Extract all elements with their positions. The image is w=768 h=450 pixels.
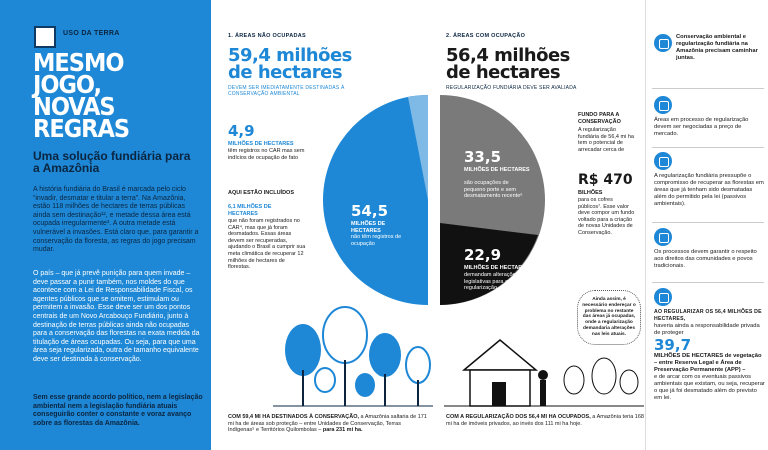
principle-head: AO REGULARIZAR OS 56,4 MILHÕES DE HECTARES, <box>654 309 762 322</box>
principle-text: Áreas em processo de regularização devem ser negociadas a preço de mercado. <box>654 117 749 137</box>
stat-text: têm registros no CAR mas sem indícios de ocupação de fato <box>228 148 305 161</box>
principle-item <box>654 34 766 62</box>
stat-label: MILHÕES DE HECTARES <box>464 167 530 173</box>
stat-label: MILHÕES DE HECTARES <box>228 141 294 147</box>
fund-value: R$ 470 <box>578 172 633 188</box>
stat-number: 22,9 <box>464 246 502 264</box>
community-icon <box>654 228 672 246</box>
footer-bold: COM 59,4 MI HA DESTINADOS À CONSERVAÇÃO, <box>228 414 359 420</box>
big-figure-caption: DEVEM SER IMEDIATAMENTE DESTINADAS À CONSERVAÇÃO AMBIENTAL <box>228 85 345 97</box>
included-text: que não foram registrados no CAR⁴, mas que já foram desmatados. Essas áreas devem ser recuperadas, ajudando o Brasil a cumprir sua meta climática de recuperar 12 milhões de hectares de florestas. <box>228 218 306 271</box>
land-icon <box>654 288 672 306</box>
big-figure-line: 56,4 milhões <box>446 45 570 66</box>
stat-label: MILHÕES DE HECTARES <box>464 265 530 271</box>
left-panel <box>0 0 211 450</box>
footer-text: a Amazônia teria 168 mi ha de imóveis privados, ao invés dos 111 mi ha hoje. <box>446 414 644 427</box>
principle-text: A regularização fundiária pressupõe o compromisso de recuperar as florestas em áreas que já tenham sido desmatadas além do permitido pela lei (passivos ambientais). <box>654 173 764 207</box>
principle-item <box>654 228 766 270</box>
divider <box>652 282 764 283</box>
big-figure-line: 59,4 milhões <box>228 45 352 66</box>
included-label: AQUI ESTÃO INCLUÍDOS <box>228 190 295 196</box>
stat-label: MILHÕES DE HECTARES <box>351 221 386 234</box>
big-figure-caption: REGULARIZAÇÃO FUNDIÁRIA DEVE SER AVALIADA <box>446 85 577 91</box>
section-kicker: USO DA TERRA <box>63 30 120 37</box>
document-icon <box>654 96 672 114</box>
unoccupied-areas-panel <box>218 0 430 450</box>
stat-number: 4,9 <box>228 122 255 140</box>
intro-paragraph: A história fundiária do Brasil é marcada pelo ciclo “invadir, desmatar e titular a terra”. Na Amazônia, estão 118 milhões de hectares de terras públicas ainda sem destinação¹², e metade dessa área está ocupada irregularmente³. A outra metade está vulnerável a invasões. Está claro que, para garantir a conservação da floresta, as regras do jogo precisam mudar. <box>33 186 199 254</box>
principle-item <box>654 288 766 402</box>
headline-line: JOGO, <box>33 70 102 99</box>
included-value: 6,1 MILHÕES DE HECTARES <box>228 204 272 217</box>
section-title: 1. ÁREAS NÃO OCUPADAS <box>228 33 307 39</box>
fund-text: A regularização fundiária de 56,4 mi ha tem o potencial de arrecadar cerca de <box>578 127 634 153</box>
speech-bubble: Ainda assim, é necessário endereçar o problema no restante das áreas já ocupadas, onde a regularização demandaria alterações nas leis atuais. <box>577 290 641 345</box>
headline <box>33 48 130 143</box>
fund-unit: BILHÕES <box>578 190 603 196</box>
stat-text: demandam alterações legislativas para a regularização <box>464 272 519 292</box>
big-figure-line: de hectares <box>228 62 343 83</box>
pie-chart-left <box>308 95 438 305</box>
divider <box>652 88 764 89</box>
stat-number: 33,5 <box>464 148 502 166</box>
closing-paragraph: Sem esse grande acordo político, nem a legislação ambiental nem a legislação fundiária atuais conseguirão conter o constante e voraz avanço sobre as florestas da Amazônia. <box>33 394 203 427</box>
stat-text: são ocupações de pequeno porte e sem desmatamento recente⁶ <box>464 180 523 200</box>
footer-note <box>228 414 428 434</box>
stat-number: 54,5 <box>351 202 389 220</box>
footer-text: a Amazônia saltaria de 171 mi ha de áreas sob proteção – entre Unidades de Conservação, Terras Indígenas⁵ e Territórios Quilombolas – <box>228 414 427 434</box>
land-use-icon <box>34 26 56 48</box>
footer-bold: COM A REGULARIZAÇÃO DOS 56,4 MI HA OCUPADOS, <box>446 414 591 420</box>
big-figure <box>446 47 570 81</box>
principle-end: e de arcar com os eventuais passivos ambientais que existam, ou seja, recuperar o que já foi desmatado além do previsto em lei. <box>654 374 765 401</box>
forest-icon <box>654 152 672 170</box>
principle-text: Conservação ambiental e regularização fundiária na Amazônia precisam caminhar juntas. <box>676 34 758 61</box>
principle-text: haveria ainda a responsabilidade privada de proteger <box>654 323 760 336</box>
principle-item <box>654 152 766 208</box>
section-title: 2. ÁREAS COM OCUPAÇÃO <box>446 33 526 39</box>
pie-slice-unregistered <box>323 95 428 305</box>
balance-icon <box>654 34 672 52</box>
footer-note <box>446 414 646 427</box>
house-illustration <box>444 330 644 408</box>
principle-bold: MILHÕES DE HECTARES de vegetação – entre Reserva Legal e Área de Preservação Permanente (APP) – <box>654 353 762 373</box>
headline-line: REGRAS <box>33 114 130 143</box>
fund-text-2: para os cofres públicos⁷. Esse valor deve compor um fundo voltado para a criação de novas Unidades de Conservação. <box>578 197 635 236</box>
principle-number: 39,7 <box>654 336 692 354</box>
principle-text: Os processos devem garantir o respeito aos direitos das comunidades e povos tradicionais. <box>654 249 757 269</box>
big-figure <box>228 47 352 81</box>
big-figure-line: de hectares <box>446 62 561 83</box>
principle-item <box>654 96 766 138</box>
headline-line: NOVAS <box>33 92 115 121</box>
divider <box>652 222 764 223</box>
principles-panel <box>645 0 768 450</box>
subheadline: Uma solução fundiária para a Amazônia <box>33 149 191 175</box>
forest-illustration <box>273 300 433 408</box>
body-paragraph: O país – que já prevê punição para quem invade – deve passar a punir também, nos moldes do que acontece com a Lei de Responsabilidade Fiscal, os agentes públicos que se omitem, estimulam ou permitem a invasão. Esse deve ser um dos pontos centrais de um Novo Arcabouço Fundiário, junto à destinação de terras públicas ainda não ocupadas para a conservação das florestas na exata medida da titulação de áreas ocupadas. Ou seja, para que uma área seja regularizada, outra de tamanho equivalente deve ser destinada à conservação. <box>33 270 200 363</box>
fund-title: FUNDO PARA A CONSERVAÇÃO <box>578 112 621 125</box>
divider <box>652 147 764 148</box>
headline-line: MESMO <box>33 48 124 77</box>
occupied-areas-panel <box>440 0 645 450</box>
footer-end: para 231 mi ha. <box>322 427 363 434</box>
stat-text: não têm registros de ocupação <box>351 234 402 247</box>
